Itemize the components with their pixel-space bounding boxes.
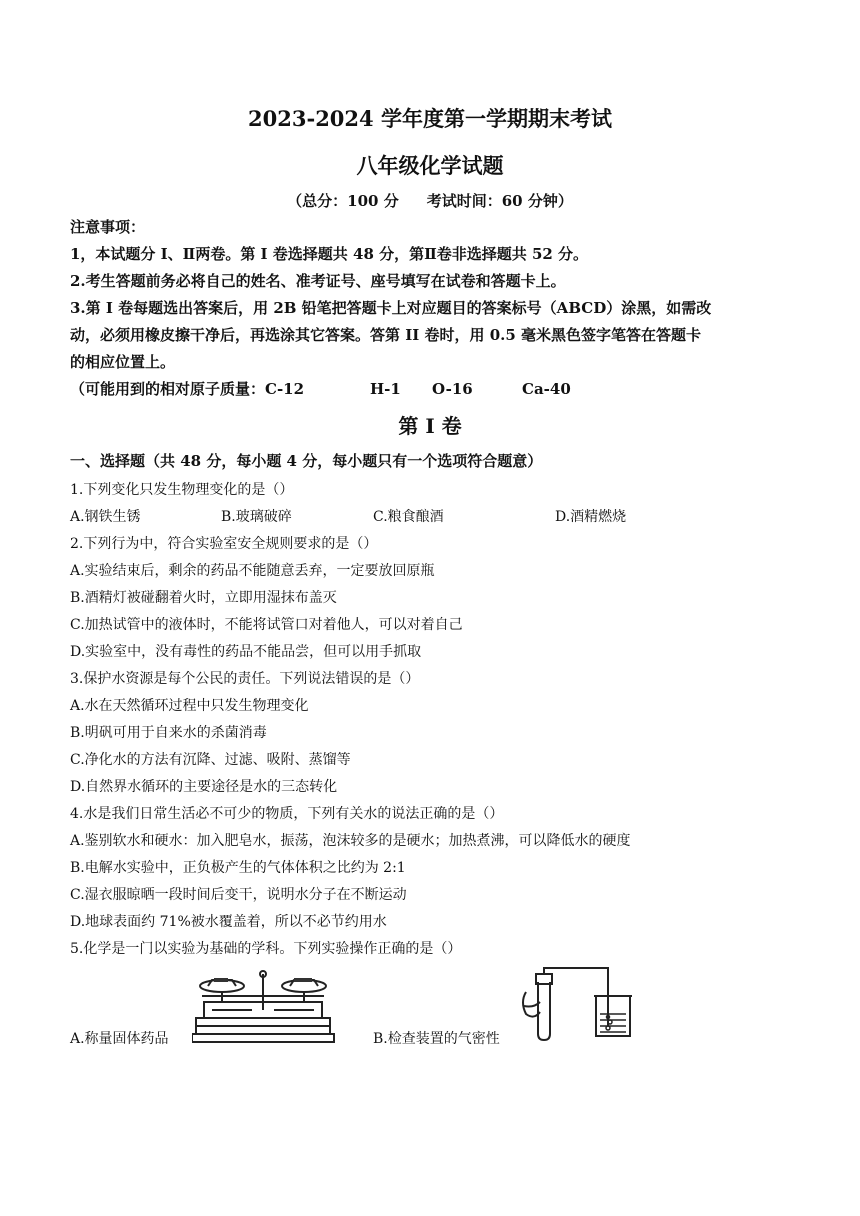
q1-stem: 1.下列变化只发生物理变化的是（） xyxy=(70,482,294,498)
exam-title: 2023-2024 学年度第一学期期末考试 xyxy=(248,106,612,131)
atomic-mass-line xyxy=(70,378,571,399)
notice-item-1: 1，本试题分 I、Ⅱ两卷。第 I 卷选择题共 48 分，第Ⅱ卷非选择题共 52 分。 xyxy=(70,245,589,263)
airtightness-check-illustration xyxy=(520,962,638,1044)
volume-title: 第 I 卷 xyxy=(398,414,462,438)
q2-option-a: A.实验结束后，剩余的药品不能随意丢弃，一定要放回原瓶 xyxy=(70,563,435,579)
q2-option-b: B.酒精灯被碰翻着火时，立即用湿抹布盖灭 xyxy=(70,590,337,606)
exam-meta xyxy=(0,190,860,211)
balance-scale-illustration xyxy=(192,966,338,1044)
exam-time: 考试时间：60 分钟） xyxy=(426,192,573,210)
notice-item-2: 2.考生答题前务必将自己的姓名、准考证号、座号填写在试卷和答题卡上。 xyxy=(70,272,566,290)
q2-option-d: D.实验室中，没有毒性的药品不能品尝，但可以用手抓取 xyxy=(70,644,422,660)
notice-item-3: 3.第 I 卷每题选出答案后，用 2B 铅笔把答题卡上对应题目的答案标号（ABCD）涂黑，如需改 xyxy=(70,299,712,317)
q1-option-a: A.钢铁生锈 xyxy=(70,509,141,525)
q4-stem: 4.水是我们日常生活必不可少的物质，下列有关水的说法正确的是（） xyxy=(70,806,504,822)
q4-option-c: C.湿衣服晾晒一段时间后变干，说明水分子在不断运动 xyxy=(70,887,407,903)
q4-option-b: B.电解水实验中，正负极产生的气体体积之比约为 2:1 xyxy=(70,860,406,876)
q3-option-d: D.自然界水循环的主要途径是水的三态转化 xyxy=(70,779,338,795)
q2-stem: 2.下列行为中，符合实验室安全规则要求的是（） xyxy=(70,536,378,552)
q5-option-b: B.检查装置的气密性 xyxy=(373,1031,500,1047)
notice-item-3-end: 的相应位置上。 xyxy=(70,353,176,371)
q1-option-d: D.酒精燃烧 xyxy=(555,509,627,525)
atomic-mass-c: （可能用到的相对原子质量：C-12 xyxy=(70,380,305,398)
q2-option-c: C.加热试管中的液体时，不能将试管口对着他人，可以对着自己 xyxy=(70,617,463,633)
q3-option-a: A.水在天然循环过程中只发生物理变化 xyxy=(70,698,309,714)
q3-option-c: C.净化水的方法有沉降、过滤、吸附、蒸馏等 xyxy=(70,752,351,768)
q5-stem: 5.化学是一门以实验为基础的学科。下列实验操作正确的是（） xyxy=(70,941,462,957)
q4-option-d: D.地球表面约 71%被水覆盖着，所以不必节约用水 xyxy=(70,914,387,930)
q3-stem: 3.保护水资源是每个公民的责任。下列说法错误的是（） xyxy=(70,671,420,687)
notice-item-3-cont: 动，必须用橡皮擦干净后，再选涂其它答案。答第 II 卷时，用 0.5 毫米黑色签字笔答在答题卡 xyxy=(70,326,702,344)
q3-option-b: B.明矾可用于自来水的杀菌消毒 xyxy=(70,725,267,741)
q1-option-c: C.粮食酿酒 xyxy=(373,509,444,525)
q4-option-a: A.鉴别软水和硬水：加入肥皂水，振荡，泡沫较多的是硬水；加热煮沸，可以降低水的硬度 xyxy=(70,833,631,849)
q5-option-a: A.称量固体药品 xyxy=(70,1031,169,1047)
total-score: （总分：100 分 xyxy=(287,192,399,210)
atomic-mass-h: H-1 xyxy=(370,380,401,398)
atomic-mass-ca: Ca-40 xyxy=(522,380,571,398)
notice-heading: 注意事项： xyxy=(70,218,146,236)
atomic-mass-o: O-16 xyxy=(432,380,473,398)
section-title: 一、选择题（共 48 分，每小题 4 分，每小题只有一个选项符合题意） xyxy=(70,452,543,470)
q1-option-b: B.玻璃破碎 xyxy=(221,509,292,525)
exam-subtitle: 八年级化学试题 xyxy=(356,153,504,178)
